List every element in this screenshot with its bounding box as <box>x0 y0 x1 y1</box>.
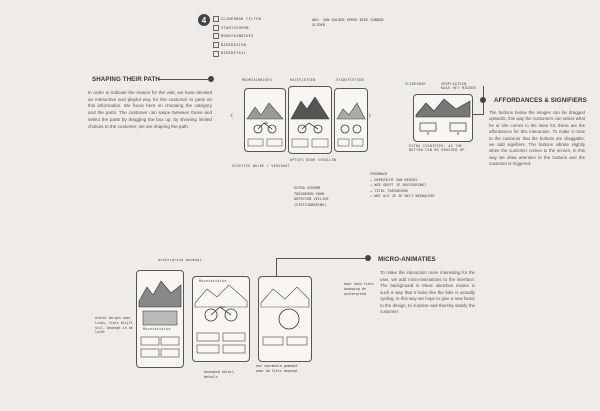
sketch-label: MOUNTAINBIKES <box>242 78 273 82</box>
chevron-left-icon[interactable]: ‹ <box>230 110 234 121</box>
sketch-label: SLIDERBAR <box>405 82 426 86</box>
sketch-annotation: achtergrond beweegt <box>158 258 203 262</box>
sketch-screen-racefietsen <box>288 86 332 154</box>
sketch-screen-stadsfietsen <box>334 88 368 152</box>
sketch-label: Mountainbike <box>143 327 171 331</box>
micro-animation-sketch <box>130 266 330 376</box>
sketch-screen-signifier <box>413 94 473 142</box>
checkbox-icon <box>213 33 219 39</box>
checkbox-icon <box>213 51 219 57</box>
checklist-item: SLIDERBAR FILTER <box>213 15 261 24</box>
chevron-right-icon[interactable]: › <box>368 110 372 121</box>
sketch-label: STADSFIETSEN <box>336 78 364 82</box>
sketch-screen-3 <box>258 276 312 362</box>
step-checklist <box>213 15 261 58</box>
affordances-paragraph: The buttons below the images can be dragged upwards, this way the customers can select what he or she comes to the store for, these are the affordances for this interaction. To make it clear to the customer that the buttons are draggable, we add signifiers. The buttons vibrate slightly when the customer comes to the screen, in this way we draw attention to the buttons and the customer is triggered. <box>489 110 585 167</box>
mountain-bike-sketch-icon <box>245 89 285 151</box>
shaping-paragraph: In order to indicate the reason for the visit, we have devised an interactive and playful way for the customer to pass on this information. We focus here on choosing the category and the parts. The customer can swipe between these and select the parts by dragging the box up, by showing limited choices to the customer, we are shaping the path. <box>88 90 212 129</box>
checklist-item: STARTSCHERM <box>213 24 261 33</box>
checkbox-icon <box>213 16 219 22</box>
signifier-sketch <box>405 80 475 180</box>
sketch-annotation: SCHIJFJE WELKE > VERGROOT <box>232 164 290 168</box>
micro-paragraph: To make the interaction more interesting for the user, we add micro-animations to the interface. The background in these sketches moves in such a way that it looks like the bike is actually cycling, in this way we hope to give a new factor to the design, to surprise and thereby satisfy the customer. <box>380 270 475 314</box>
checklist-item: BIKEDESIGN <box>213 41 261 50</box>
side-note-left: achter bergen naar links, fiets blijft stil, beweegt in de lucht <box>95 316 133 335</box>
step-number-badge <box>198 14 210 26</box>
side-note-right: door heen fiets beweging de achtergrond <box>344 282 374 296</box>
sketch-label: Mountainbike <box>199 279 227 283</box>
step-number: 4 <box>201 15 207 25</box>
category-sketch <box>232 78 372 178</box>
sketch-screen-2 <box>192 276 250 362</box>
connector-line <box>158 79 210 80</box>
city-bike-sketch-icon <box>335 89 367 151</box>
under-note-screen-3: een voorbeeld gemaakt waar de fiets beweegt <box>256 364 298 373</box>
bike-sketch-icon <box>193 277 249 361</box>
checkbox-icon <box>213 25 219 31</box>
sketch-label: VERPLAATSEN NAAR HET MIDDEN <box>441 82 476 90</box>
under-note-screen-2: bewegend detail, details <box>204 370 236 379</box>
bike-detail-sketch-icon <box>259 277 311 361</box>
checklist-item: BIKEDETAIL <box>213 49 261 58</box>
checklist-item: MOUNTAINBIKES <box>213 32 261 41</box>
notes-extra-screen: EXTRA SCHERM TOEVOEGEN VOOR DEFECTEN VEILIGE (FIETSJOBERING) <box>294 186 329 207</box>
notes-feedback: FEEDBACK → OVERZICHT VAN KEUZES → WIE GEEFT JE ADVISERING? → TITEL TOEVOEGEN! → WAT ALS JE ZE WILT WEGHALEN? <box>370 172 435 199</box>
shaping-title: SHAPING THEIR PATH <box>92 76 160 83</box>
micro-title: MICRO-ANIMATIES <box>378 256 436 263</box>
race-bike-sketch-icon <box>289 87 331 153</box>
section-bullet <box>480 97 486 103</box>
sketch-screen-mountainbikes <box>244 88 286 152</box>
sketch-annotation: EXTRA SIGNIFIER: AS THE BUTTON CAN BE DRAGGED UP <box>409 144 465 152</box>
connector-line <box>276 258 366 259</box>
bike-shop-sketch-icon <box>137 271 183 367</box>
top-handwritten-note: ADV. VAN GOLDEN SPEED BIKE SUNDEN SLIDER <box>312 18 384 27</box>
sketch-label: RACEFIETSEN <box>290 78 316 82</box>
affordances-title: AFFORDANCES & SIGNIFIERS <box>494 97 587 104</box>
checkbox-icon <box>213 42 219 48</box>
sketch-screen-1 <box>136 270 184 368</box>
sketch-annotation: OPTIES DOOR SCROLLEN <box>290 158 337 162</box>
section-bullet <box>365 255 371 261</box>
draggable-buttons-sketch-icon <box>414 95 472 141</box>
